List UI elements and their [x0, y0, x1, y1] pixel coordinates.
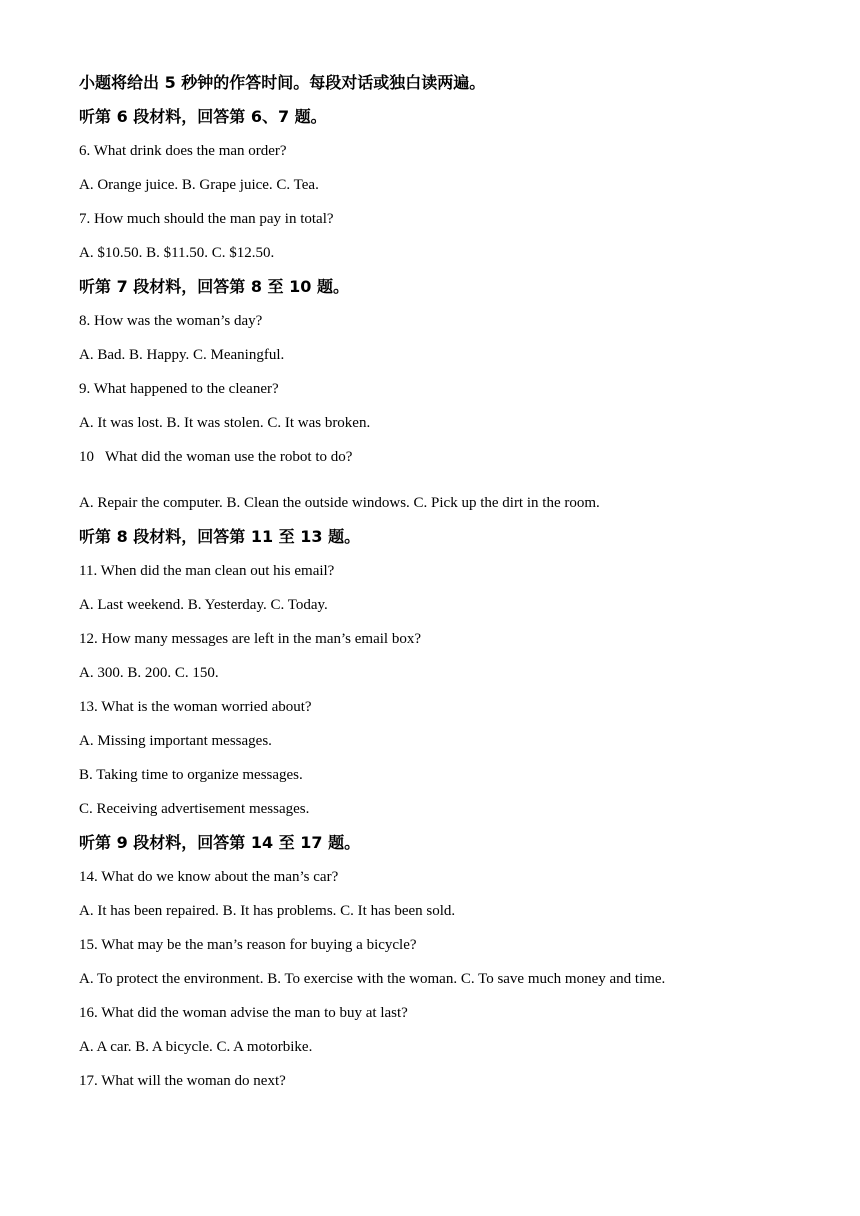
options-12: A. 300. B. 200. C. 150. — [79, 665, 219, 681]
instruction-line: 小题将给出 5 秒钟的作答时间。每段对话或独白读两遍。 — [79, 73, 486, 92]
section-heading-6: 听第 6 段材料，回答第 6、7 题。 — [79, 107, 327, 126]
question-14: 14. What do we know about the man’s car? — [79, 869, 339, 885]
question-15: 15. What may be the man’s reason for buying a bicycle? — [79, 937, 417, 953]
options-11: A. Last weekend. B. Yesterday. C. Today. — [79, 597, 328, 613]
options-15: A. To protect the environment. B. To exercise with the woman. C. To save much money and time. — [79, 971, 666, 987]
question-9: 9. What happened to the cleaner? — [79, 381, 279, 397]
document-page — [79, 70, 779, 1102]
options-6: A. Orange juice. B. Grape juice. C. Tea. — [79, 177, 319, 193]
section-heading-8: 听第 8 段材料，回答第 11 至 13 题。 — [79, 527, 361, 546]
options-10: A. Repair the computer. B. Clean the outside windows. C. Pick up the dirt in the room. — [79, 495, 600, 511]
question-13: 13. What is the woman worried about? — [79, 699, 312, 715]
section-heading-9: 听第 9 段材料，回答第 14 至 17 题。 — [79, 833, 361, 852]
question-17: 17. What will the woman do next? — [79, 1073, 286, 1089]
options-14: A. It has been repaired. B. It has problems. C. It has been sold. — [79, 903, 456, 919]
option-13-b: B. Taking time to organize messages. — [79, 767, 303, 783]
option-13-c: C. Receiving advertisement messages. — [79, 801, 310, 817]
question-11: 11. When did the man clean out his email? — [79, 563, 335, 579]
question-6: 6. What drink does the man order? — [79, 143, 287, 159]
question-7: 7. How much should the man pay in total? — [79, 211, 334, 227]
options-9: A. It was lost. B. It was stolen. C. It was broken. — [79, 415, 371, 431]
options-16: A. A car. B. A bicycle. C. A motorbike. — [79, 1039, 313, 1055]
options-7: A. $10.50. B. $11.50. C. $12.50. — [79, 245, 275, 261]
options-8: A. Bad. B. Happy. C. Meaningful. — [79, 347, 285, 363]
question-10: 10 What did the woman use the robot to do? — [79, 449, 353, 465]
question-8: 8. How was the woman’s day? — [79, 313, 263, 329]
question-16: 16. What did the woman advise the man to buy at last? — [79, 1005, 408, 1021]
section-heading-7: 听第 7 段材料，回答第 8 至 10 题。 — [79, 277, 349, 296]
option-13-a: A. Missing important messages. — [79, 733, 272, 749]
question-12: 12. How many messages are left in the man’s email box? — [79, 631, 421, 647]
